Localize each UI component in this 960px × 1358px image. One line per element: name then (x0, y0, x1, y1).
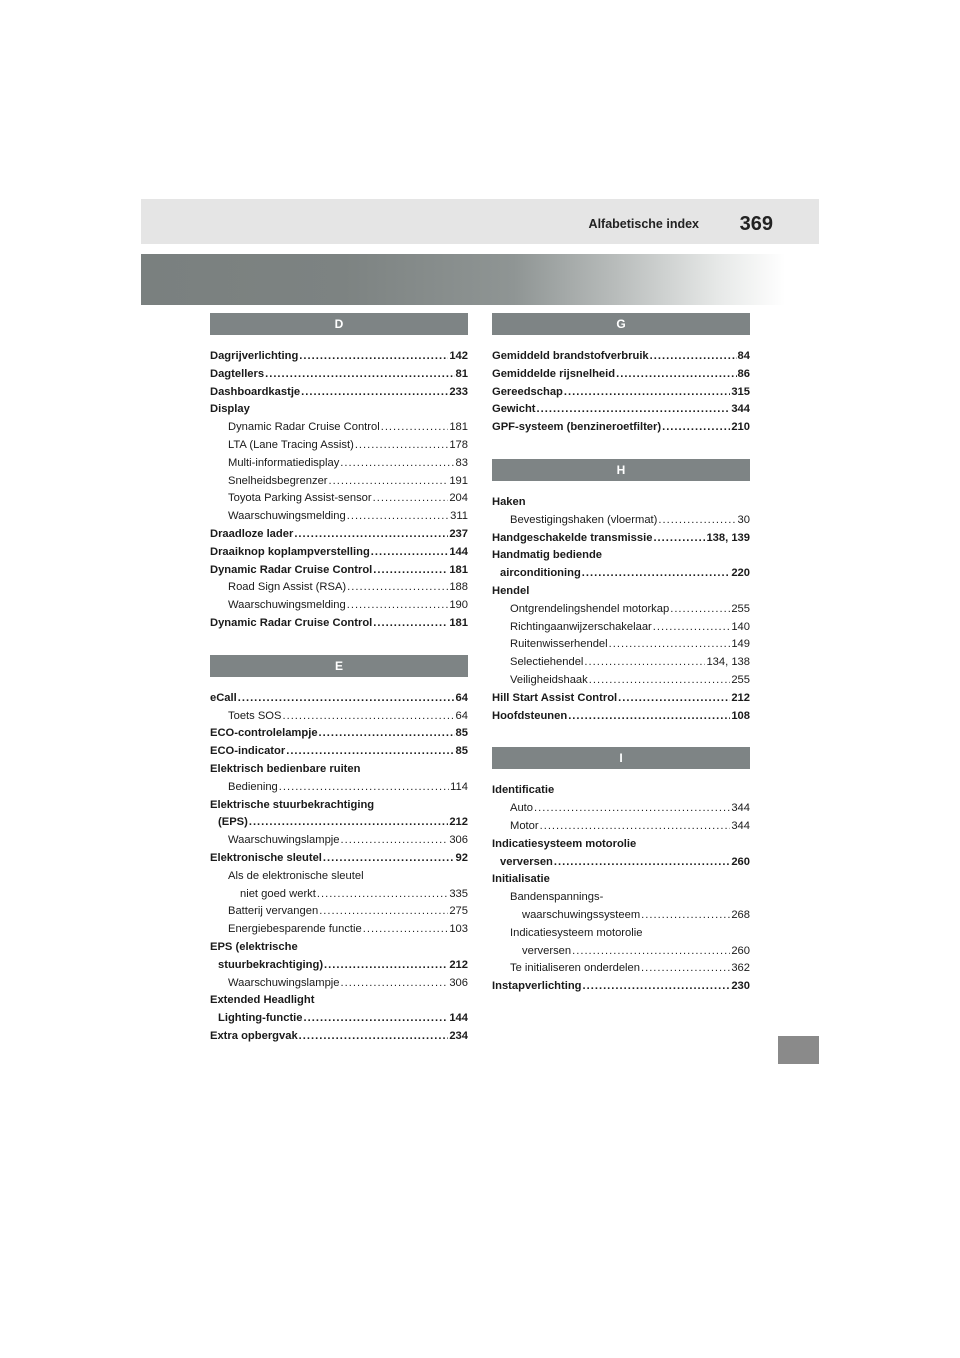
entry-page-ref: 230 (731, 980, 750, 993)
entry-label: Elektronische sleutel (210, 851, 322, 864)
index-entry (210, 579, 468, 597)
index-entry (210, 526, 468, 544)
entry-label: waarschuwingssysteem (522, 908, 641, 921)
dot-leader (323, 850, 455, 868)
index-entry (492, 889, 750, 907)
entry-page-ref: 275 (449, 905, 468, 918)
index-entry (492, 925, 750, 943)
section-letter-header: E (210, 655, 468, 677)
index-entry (492, 943, 750, 961)
dot-leader (304, 1010, 449, 1028)
index-entry (210, 615, 468, 633)
index-entry (210, 401, 468, 419)
entry-label: Gewicht (492, 403, 536, 416)
entry-label: Extended Headlight (210, 994, 315, 1007)
index-entry (210, 1028, 468, 1046)
index-entry (492, 547, 750, 565)
entry-label: GPF-systeem (benzineroetfilter) (492, 421, 662, 434)
entry-page-ref: 268 (731, 908, 750, 921)
index-entry (210, 725, 468, 743)
entry-label: Elektrisch bedienbare ruiten (210, 762, 361, 775)
entry-label: ECO-controlelampje (210, 727, 318, 740)
entry-page-ref: 220 (731, 567, 750, 580)
dot-leader (329, 473, 449, 491)
index-section-g (492, 313, 750, 437)
entry-label: Waarschuwingsmelding (228, 599, 346, 612)
index-entry (492, 782, 750, 800)
dot-leader (363, 921, 449, 939)
dot-leader (282, 708, 454, 726)
dot-leader (582, 565, 731, 583)
entry-label: Veiligheidshaak (510, 673, 588, 686)
entry-label: Auto (510, 802, 534, 815)
index-entry (492, 836, 750, 854)
index-column-left (210, 313, 468, 1068)
dot-leader (653, 619, 731, 637)
entry-label: niet goed werkt (240, 887, 316, 900)
entry-label: Dynamic Radar Cruise Control (210, 616, 373, 629)
entry-label: Handmatig bediende (492, 549, 603, 562)
index-entry (492, 366, 750, 384)
index-entry (210, 544, 468, 562)
index-entry (492, 384, 750, 402)
entry-page-ref: 83 (455, 456, 468, 469)
entry-page-ref: 212 (449, 816, 468, 829)
entry-page-ref: 315 (731, 385, 750, 398)
entry-page-ref: 181 (449, 616, 468, 629)
index-entry (210, 779, 468, 797)
entry-page-ref: 84 (737, 350, 750, 362)
index-entry (210, 348, 468, 366)
entry-page-ref: 212 (449, 958, 468, 971)
entry-page-ref: 144 (449, 545, 468, 558)
entry-label: EPS (elektrische (210, 940, 298, 953)
dot-leader (650, 348, 737, 366)
entry-page-ref: 138, 139 (706, 531, 750, 544)
index-entry (210, 384, 468, 402)
dot-leader (572, 943, 730, 961)
index-entry (210, 814, 468, 832)
index-entry (210, 562, 468, 580)
dot-leader (294, 526, 448, 544)
entry-label: Identificatie (492, 784, 555, 797)
entry-label: LTA (Lane Tracing Assist) (228, 438, 354, 451)
entry-label: Gereedschap (492, 385, 563, 398)
page-header (141, 199, 819, 244)
entry-label: Ruitenwisserhendel (510, 638, 608, 651)
dot-leader (641, 960, 730, 978)
entry-label: Dynamic Radar Cruise Control (228, 421, 380, 434)
index-entry (210, 797, 468, 815)
index-entry (210, 850, 468, 868)
entry-page-ref: 311 (450, 510, 468, 523)
entry-page-ref: 142 (449, 350, 468, 362)
dot-leader (347, 508, 449, 526)
entry-label: Extra opbergvak (210, 1029, 298, 1042)
entry-label: Richtingaanwijzerschakelaar (510, 620, 652, 633)
entry-page-ref: 344 (731, 819, 750, 832)
index-entry (492, 419, 750, 437)
dot-leader (534, 800, 730, 818)
entry-page-ref: 255 (731, 602, 750, 615)
section-letter-header: I (492, 747, 750, 769)
index-section-d (210, 313, 468, 633)
entry-page-ref: 188 (449, 581, 468, 594)
index-entry (210, 473, 468, 491)
entry-label: Display (210, 403, 250, 416)
index-entry (492, 494, 750, 512)
page-number: 369 (739, 213, 773, 235)
entry-page-ref: 85 (455, 745, 468, 758)
entry-label: Lighting-functie (218, 1012, 303, 1025)
dot-leader (249, 814, 448, 832)
entry-label: Indicatiesysteem motorolie (510, 926, 643, 939)
entry-label: Draaiknop koplampverstelling (210, 545, 370, 558)
entry-page-ref: 178 (449, 438, 468, 451)
entry-label: Indicatiesysteem motorolie (492, 837, 637, 850)
entry-page-ref: 335 (449, 887, 468, 900)
entry-page-ref: 30 (737, 513, 750, 526)
entry-label: Elektrische stuurbekrachtiging (210, 798, 375, 811)
entry-label: Haken (492, 495, 526, 508)
index-entry (492, 708, 750, 726)
index-entry (210, 921, 468, 939)
dot-leader (554, 854, 730, 872)
entry-page-ref: 212 (731, 691, 750, 704)
entry-page-ref: 114 (450, 780, 468, 793)
dot-leader (347, 597, 449, 615)
dot-leader (355, 437, 449, 455)
dot-leader (341, 975, 449, 993)
entry-page-ref: 134, 138 (706, 656, 750, 669)
dot-leader (662, 419, 730, 437)
index-section-e (210, 655, 468, 1046)
entry-label: Bevestigingshaken (vloermat) (510, 513, 658, 526)
dot-leader (371, 544, 449, 562)
entry-page-ref: 64 (455, 691, 468, 704)
entry-label: Motor (510, 819, 539, 832)
entry-label: Toyota Parking Assist-sensor (228, 492, 372, 505)
entry-page-ref: 140 (731, 620, 750, 633)
section-thumb-tab (778, 1036, 819, 1064)
index-entry (492, 818, 750, 836)
entry-label: Selectiehendel (510, 656, 584, 669)
index-entry (210, 886, 468, 904)
index-section-i (492, 747, 750, 996)
entry-label: Dynamic Radar Cruise Control (210, 563, 373, 576)
entry-page-ref: 149 (731, 638, 750, 651)
index-entry (210, 761, 468, 779)
entry-label: Hendel (492, 584, 530, 597)
entry-page-ref: 260 (731, 855, 750, 868)
dot-leader (373, 490, 449, 508)
dot-leader (641, 907, 730, 925)
index-entry (210, 366, 468, 384)
index-entry (492, 654, 750, 672)
entry-label: Instapverlichting (492, 980, 582, 993)
section-letter-header: H (492, 459, 750, 481)
index-entry (210, 903, 468, 921)
header-title: Alfabetische index (588, 217, 699, 231)
entry-label: Hill Start Assist Control (492, 691, 618, 704)
index-entry (492, 583, 750, 601)
index-entry (210, 708, 468, 726)
section-letter-header: D (210, 313, 468, 335)
index-entry (210, 992, 468, 1010)
dot-leader (373, 615, 448, 633)
entry-page-ref: 260 (731, 944, 750, 957)
dot-leader (589, 672, 731, 690)
dot-leader (324, 957, 448, 975)
index-entry (492, 530, 750, 548)
dot-leader (583, 978, 731, 996)
index-entry (210, 437, 468, 455)
dot-leader (653, 530, 705, 548)
dot-leader (238, 690, 455, 708)
entry-page-ref: 306 (449, 976, 468, 989)
entry-label: eCall (210, 691, 237, 704)
index-entry (492, 401, 750, 419)
index-entry (210, 743, 468, 761)
entry-label: Handgeschakelde transmissie (492, 531, 653, 544)
dot-leader (373, 562, 448, 580)
entry-page-ref: 234 (449, 1029, 468, 1042)
index-column-right (492, 313, 750, 1018)
dot-leader (319, 725, 455, 743)
entry-label: ECO-indicator (210, 745, 286, 758)
entry-label: Batterij vervangen (228, 905, 319, 918)
dot-leader (265, 366, 454, 384)
entry-label: Waarschuwingsmelding (228, 510, 346, 523)
index-entry (210, 868, 468, 886)
entry-label: airconditioning (500, 567, 581, 580)
dot-leader (340, 455, 454, 473)
entry-label: Initialisatie (492, 873, 550, 886)
index-entry (492, 565, 750, 583)
entry-label: (EPS) (218, 816, 248, 829)
entry-page-ref: 144 (449, 1012, 468, 1025)
entry-label: Gemiddeld brandstofverbruik (492, 350, 649, 362)
entry-label: verversen (522, 944, 572, 957)
index-entry (210, 975, 468, 993)
entry-page-ref: 181 (449, 563, 468, 576)
entry-label: Toets SOS (228, 709, 282, 722)
entry-page-ref: 344 (731, 802, 750, 815)
entry-label: Snelheidsbegrenzer (228, 474, 328, 487)
entry-label: Bandenspannings- (510, 891, 604, 904)
dot-leader (537, 401, 731, 419)
entry-label: Multi-informatiedisplay (228, 456, 340, 469)
index-section-h (492, 459, 750, 725)
dot-leader (658, 512, 736, 530)
index-entry (492, 960, 750, 978)
entry-page-ref: 85 (455, 727, 468, 740)
entry-page-ref: 306 (449, 834, 468, 847)
dot-leader (564, 384, 730, 402)
entry-page-ref: 237 (449, 527, 468, 540)
index-entry (210, 832, 468, 850)
dot-leader (317, 886, 448, 904)
decorative-band (141, 254, 819, 305)
entry-label: Draadloze lader (210, 527, 294, 540)
index-entry (210, 597, 468, 615)
index-entry (492, 348, 750, 366)
index-entry (492, 601, 750, 619)
entry-label: Hoofdsteunen (492, 709, 568, 722)
dot-leader (301, 384, 448, 402)
index-entry (492, 871, 750, 889)
entry-label: Energiebesparende functie (228, 923, 362, 936)
entry-page-ref: 81 (455, 367, 468, 380)
dot-leader (341, 832, 449, 850)
index-entry (210, 690, 468, 708)
index-entry (210, 957, 468, 975)
entry-label: verversen (500, 855, 553, 868)
entry-page-ref: 191 (449, 474, 468, 487)
entry-page-ref: 92 (455, 851, 468, 864)
section-letter-header: G (492, 313, 750, 335)
entry-page-ref: 233 (449, 385, 468, 398)
dot-leader (616, 366, 736, 384)
dot-leader (279, 779, 449, 797)
dot-leader (319, 903, 448, 921)
dot-leader (618, 690, 730, 708)
entry-page-ref: 204 (449, 492, 468, 505)
dot-leader (670, 601, 730, 619)
entry-page-ref: 190 (449, 599, 468, 612)
index-entry (492, 672, 750, 690)
dot-leader (540, 818, 731, 836)
entry-page-ref: 103 (449, 923, 468, 936)
dot-leader (347, 579, 448, 597)
dot-leader (584, 654, 705, 672)
index-entry (492, 800, 750, 818)
entry-label: Te initialiseren onderdelen (510, 962, 640, 975)
entry-page-ref: 108 (731, 709, 750, 722)
index-entry (492, 636, 750, 654)
index-entry (492, 619, 750, 637)
dot-leader (299, 348, 448, 366)
index-entry (492, 854, 750, 872)
entry-label: Waarschuwingslampje (228, 834, 340, 847)
entry-page-ref: 344 (731, 403, 750, 416)
index-entry (492, 978, 750, 996)
entry-label: stuurbekrachtiging) (218, 958, 324, 971)
entry-label: Dashboardkastje (210, 385, 301, 398)
index-entry (210, 455, 468, 473)
dot-leader (299, 1028, 449, 1046)
entry-label: Bediening (228, 780, 278, 793)
index-entry (210, 1010, 468, 1028)
entry-label: Gemiddelde rijsnelheid (492, 367, 616, 380)
entry-page-ref: 181 (449, 421, 468, 434)
entry-label: Waarschuwingslampje (228, 976, 340, 989)
entry-page-ref: 362 (731, 962, 750, 975)
dot-leader (286, 743, 454, 761)
entry-label: Als de elektronische sleutel (228, 869, 364, 882)
index-entry (210, 508, 468, 526)
dot-leader (609, 636, 731, 654)
dot-leader (381, 419, 449, 437)
index-entry (492, 907, 750, 925)
entry-label: Dagrijverlichting (210, 350, 299, 362)
dot-leader (568, 708, 730, 726)
entry-page-ref: 64 (455, 709, 468, 722)
index-entry (210, 490, 468, 508)
index-entry (492, 690, 750, 708)
index-entry (210, 419, 468, 437)
entry-label: Road Sign Assist (RSA) (228, 581, 347, 594)
index-entry (210, 939, 468, 957)
entry-label: Ontgrendelingshendel motorkap (510, 602, 670, 615)
entry-page-ref: 86 (737, 367, 750, 380)
entry-label: Dagtellers (210, 367, 265, 380)
index-entry (492, 512, 750, 530)
entry-page-ref: 210 (731, 421, 750, 434)
entry-page-ref: 255 (731, 673, 750, 686)
